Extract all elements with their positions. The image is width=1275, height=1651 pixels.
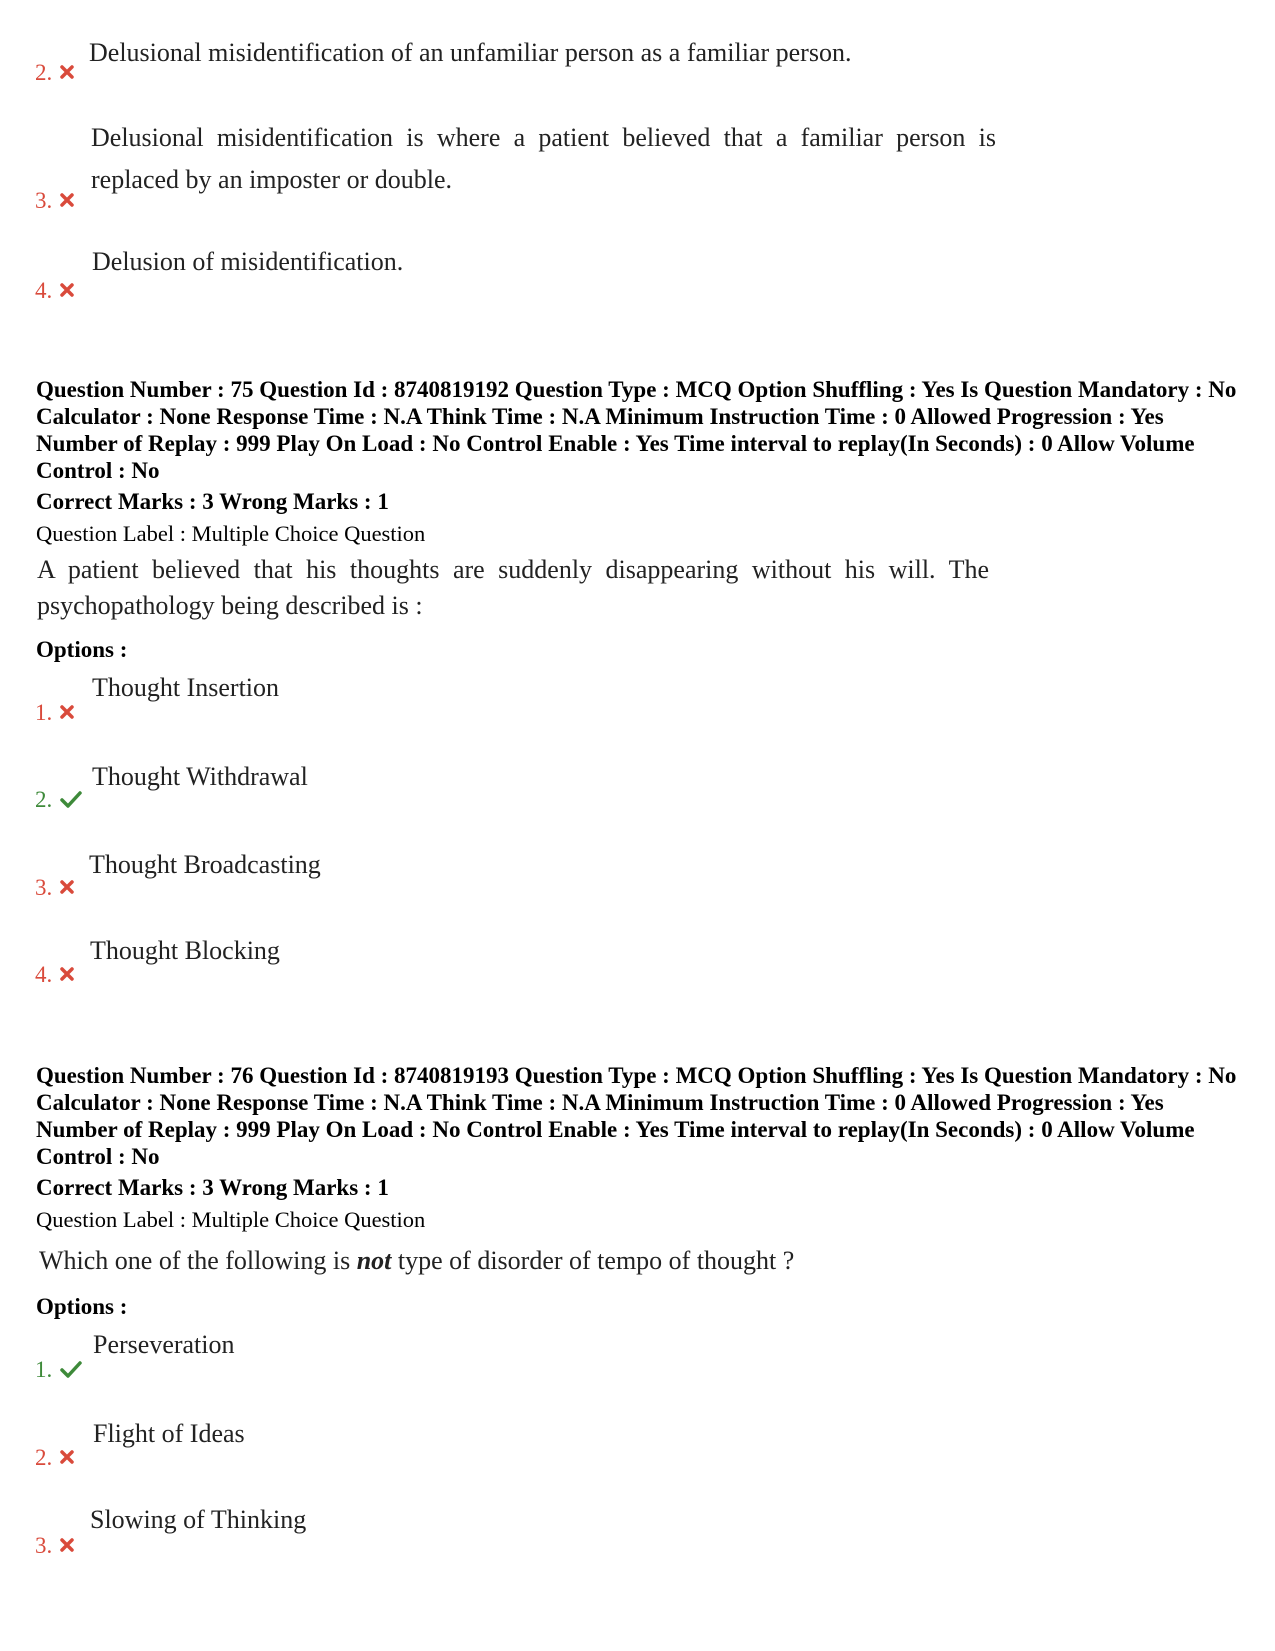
option-number: 4. bbox=[35, 962, 74, 988]
option-text: Perseveration bbox=[93, 1330, 235, 1359]
option-text: Thought Withdrawal bbox=[92, 762, 308, 791]
option-text: Delusion of misidentification. bbox=[92, 247, 404, 276]
cross-icon bbox=[60, 65, 74, 79]
option-number: 2. bbox=[35, 787, 82, 813]
option-text: Thought Insertion bbox=[92, 673, 280, 702]
question-text: A patient believed that his thoughts are suddenly disappearing without his will. The psychopathology being described is : bbox=[37, 555, 989, 620]
question-metadata: Question Number : 75 Question Id : 8740819192 Question Type : MCQ Option Shuffling : Yes Is Question Mandatory : No Calculator : None Response Time : N.A Think Time : N.A Minimum Instruction Time : 0 Allowed Progression : Yes Number of Replay : 999 Play On Load : No Control Enable : Yes Time interval to replay(In Seconds) : 0 Allow Volume Control : No bbox=[36, 377, 1237, 483]
option-text: Delusional misidentification of an unfamiliar person as a familiar person. bbox=[89, 38, 852, 67]
cross-icon bbox=[60, 283, 74, 297]
option-text: Delusional misidentification is where a patient believed that a familiar person is replaced by an imposter or double. bbox=[91, 123, 996, 194]
question-marks: Correct Marks : 3 Wrong Marks : 1 bbox=[36, 489, 389, 514]
emphasis-not: not bbox=[356, 1246, 392, 1275]
option-number: 2. bbox=[35, 60, 74, 86]
cross-icon bbox=[60, 1538, 74, 1552]
option-number: 4. bbox=[35, 278, 74, 304]
options-heading: Options : bbox=[36, 637, 128, 662]
check-icon bbox=[60, 1360, 82, 1378]
option-number: 2. bbox=[35, 1445, 74, 1471]
option-text: Slowing of Thinking bbox=[90, 1505, 307, 1534]
option-text: Thought Broadcasting bbox=[89, 850, 321, 879]
cross-icon bbox=[60, 880, 74, 894]
option-number: 3. bbox=[35, 188, 74, 214]
question-text: Which one of the following is not type of disorder of tempo of thought ? bbox=[39, 1246, 795, 1275]
question-marks: Correct Marks : 3 Wrong Marks : 1 bbox=[36, 1175, 389, 1200]
question-metadata: Question Number : 76 Question Id : 8740819193 Question Type : MCQ Option Shuffling : Yes Is Question Mandatory : No Calculator : None Response Time : N.A Think Time : N.A Minimum Instruction Time : 0 Allowed Progression : Yes Number of Replay : 999 Play On Load : No Control Enable : Yes Time interval to replay(In Seconds) : 0 Allow Volume Control : No bbox=[36, 1063, 1237, 1169]
option-number: 1. bbox=[35, 700, 74, 726]
option-number: 1. bbox=[35, 1357, 82, 1383]
question-label: Question Label : Multiple Choice Question bbox=[36, 521, 426, 546]
option-number: 3. bbox=[35, 875, 74, 901]
option-text: Thought Blocking bbox=[90, 936, 280, 965]
option-text: Flight of Ideas bbox=[93, 1419, 245, 1448]
cross-icon bbox=[60, 967, 74, 981]
options-heading: Options : bbox=[36, 1294, 128, 1319]
cross-icon bbox=[60, 1450, 74, 1464]
option-number: 3. bbox=[35, 1533, 74, 1559]
check-icon bbox=[60, 790, 82, 808]
question-label: Question Label : Multiple Choice Question bbox=[36, 1207, 426, 1232]
cross-icon bbox=[60, 705, 74, 719]
cross-icon bbox=[60, 193, 74, 207]
